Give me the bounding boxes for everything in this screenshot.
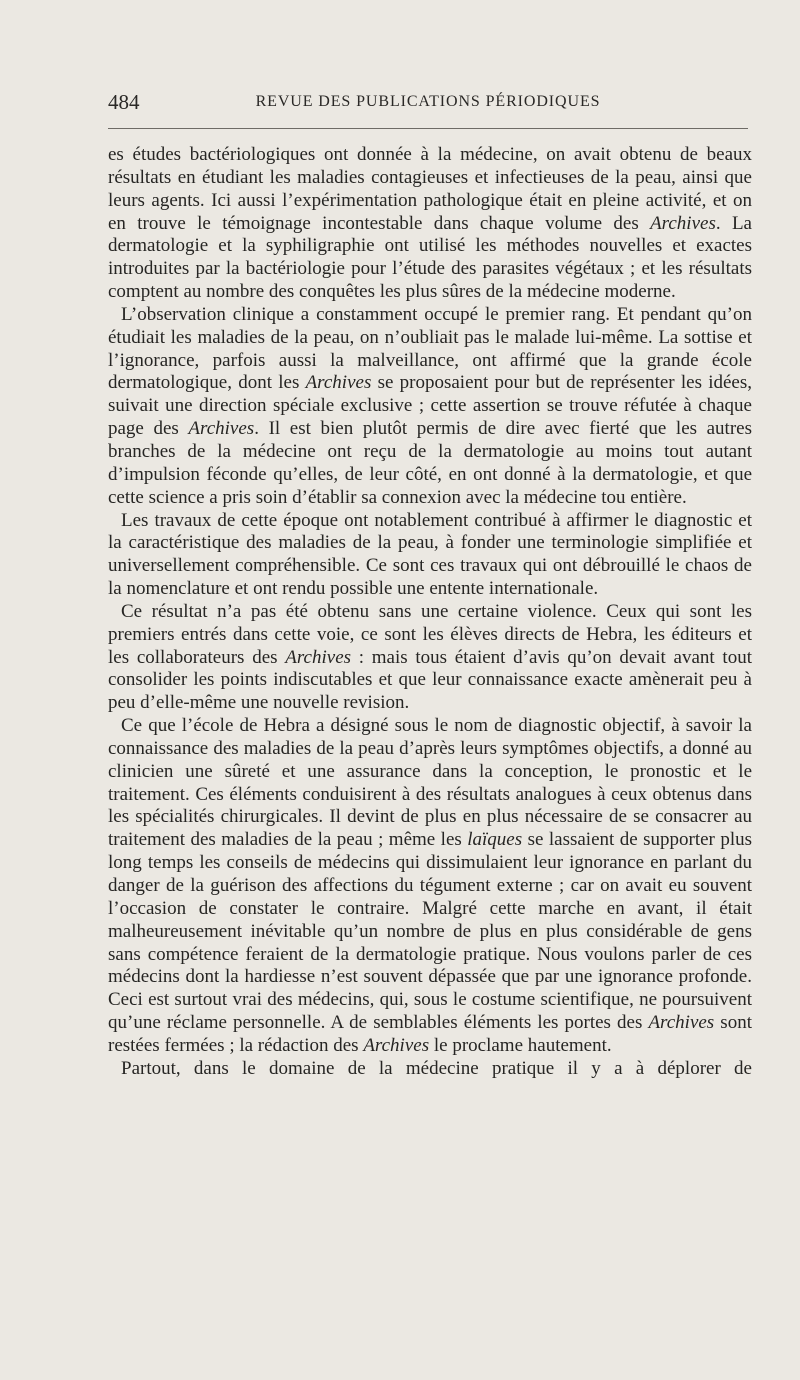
italic-word: laïques [467, 829, 523, 851]
paragraph [108, 715, 752, 1058]
paragraph [108, 304, 752, 510]
paragraph [108, 144, 752, 304]
journal-title: Archives [305, 372, 372, 394]
journal-title: Archives [188, 418, 255, 440]
text-run: Partout, dans le domaine de la médecine pratique il y a à déplorer de [121, 1057, 752, 1079]
page-number: 484 [108, 90, 140, 114]
journal-title: Archives [650, 212, 716, 234]
text-run: se lassaient de supporter plus long temps les conseils de médecins qui dissimulaient leur ignorance en parlant du danger de la guérison des affections du tégument externe ; car on avait eu souvent l’occasion de constater le contraire. Malgré cette marche en avant, il était malheureusement inévitable qu’un nombre de plus en plus considérable de gens sans compétence feraient de la dermatologie pratique. Nous voulons parler de ces médecins dont la hardiesse n’est souvent dépassée que par une ignorance profonde. Ceci est surtout vrai des médecins, qui, sous le costume scientifique, ne poursuivent qu’une réclame personnelle. A de semblables éléments les portes des [108, 829, 753, 1034]
text-run: se proposaient pour but de représenter les idées, suivait une direction spéciale exclusive ; cette assertion se trouve réfutée à chaque page des [108, 372, 752, 440]
paragraph [108, 1058, 752, 1081]
body-text [108, 144, 752, 1081]
text-run: le proclame hautement. [429, 1034, 612, 1056]
journal-title: Archives [285, 646, 352, 668]
page-header [108, 90, 748, 116]
header-rule [108, 128, 748, 129]
text-run: : mais tous étaient d’avis qu’on devait avant tout consolider les points indiscutables et que leur connaissance exacte amènerait peu à peu d’elle-même une nouvelle revision. [108, 646, 752, 714]
paragraph [108, 601, 752, 715]
text-run: . Il est bien plutôt permis de dire avec fierté que les autres branches de la médecine ont reçu de la dermatologie au moins tout autant d’impulsion féconde qu’elles, de leur côté, en ont donné à la dermatologie, et que cette science a pris soin d’établir sa connexion avec la médecine tou entière. [108, 418, 752, 508]
journal-title: Archives [363, 1034, 430, 1056]
text-run: L’observation clinique a constamment occupé le premier rang. Et pendant qu’on étudiait les maladies de la peau, on n’oubliait pas le malade lui-même. La sottise et l’ignorance, parfois aussi la malveillance, ont affirmé que la grande école dermatologique, dont les [108, 303, 752, 394]
text-run: Ce que l’école de Hebra a désigné sous le nom de diagnostic objectif, à savoir la connaissance des maladies de la peau d’après leurs symptômes objectifs, a donné au clinicien une sûreté et une assurance dans la conception, le pronostic et le traitement. Ces éléments conduisirent à des résultats analogues à ceux obtenus dans les spécialités chirurgicales. Il devint de plus en plus nécessaire de se consacrer au traitement des maladies de la peau ; même les [108, 715, 752, 851]
text-run: Ce résultat n’a pas été obtenu sans une certaine violence. Ceux qui sont les premiers entrés dans cette voie, ce sont les élèves directs de Hebra, les éditeurs et les collaborateurs des [108, 600, 752, 668]
text-run: Les travaux de cette époque ont notablement contribué à affirmer le diagnostic et la caractéristique des maladies de la peau, à fonder une terminologie simplifiée et universellement compréhensible. Ce sont ces travaux qui ont débrouillé le chaos de la nomenclature et ont rendu possible une entente internationale. [108, 509, 752, 600]
paragraph [108, 510, 752, 601]
text-run: sont restées fermées ; la rédaction des [108, 1012, 752, 1056]
text-run: es études bactériologiques ont donnée à la médecine, on avait obtenu de beaux résultats en étudiant les maladies contagieuses et infectieuses de la peau, ainsi que leurs agents. Ici aussi l’expérimentation pathologique était en pleine activité, et on en trouve le témoignage incontestable dans chaque volume des [108, 144, 752, 234]
running-title: REVUE DES PUBLICATIONS PÉRIODIQUES [255, 93, 601, 110]
text-run: . La dermatologie et la syphiligraphie ont utilisé les méthodes nouvelles et exactes introduites par la bactériologie pour l’étude des parasites végétaux ; et les résultats comptent au nombre des conquêtes les plus sûres de la médecine moderne. [108, 212, 752, 303]
journal-title: Archives [648, 1012, 715, 1034]
